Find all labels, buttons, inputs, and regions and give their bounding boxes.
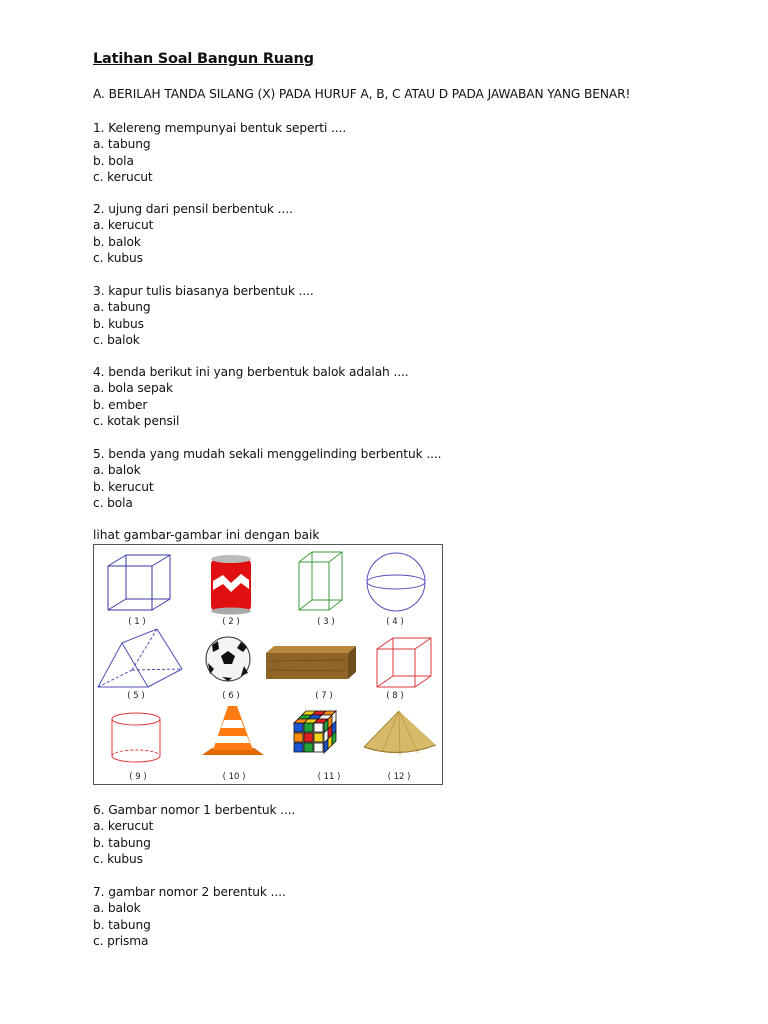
- question-text: 4. benda berikut ini yang berbentuk balok adalah ....: [93, 365, 409, 379]
- question-1: [93, 120, 346, 186]
- option-a: a. tabung: [93, 137, 151, 152]
- caption-4: ( 4 ): [386, 617, 404, 627]
- option-b: b. tabung: [93, 835, 151, 850]
- soccer-ball-icon: [206, 637, 250, 681]
- option-a: a. balok: [93, 901, 141, 916]
- option-c: c. prisma: [93, 934, 149, 949]
- instruction-text: A. BERILAH TANDA SILANG (X) PADA HURUF A, B, C ATAU D PADA JAWABAN YANG BENAR!: [93, 87, 631, 101]
- cylinder-wireframe-icon: [112, 713, 160, 762]
- caption-1: ( 1 ): [128, 617, 146, 627]
- image-intro-text: lihat gambar-gambar ini dengan baik: [93, 528, 320, 542]
- option-b: b. bola: [93, 153, 134, 168]
- option-c: c. kotak pensil: [93, 414, 180, 429]
- option-a: a. bola sepak: [93, 381, 173, 396]
- shapes-figure: [93, 544, 443, 785]
- option-c: c. kubus: [93, 251, 143, 266]
- question-text: 5. benda yang mudah sekali menggelinding berbentuk ....: [93, 447, 442, 461]
- question-6: [93, 802, 295, 868]
- question-text: 7. gambar nomor 2 berentuk ....: [93, 885, 286, 899]
- caption-9: ( 9 ): [129, 772, 147, 782]
- option-c: c. balok: [93, 333, 140, 348]
- sphere-wireframe-icon: [367, 553, 425, 611]
- caption-7: ( 7 ): [315, 691, 333, 701]
- question-5: [93, 446, 441, 512]
- prism-wireframe-icon: [98, 629, 182, 687]
- caption-6: ( 6 ): [222, 691, 240, 701]
- option-a: a. tabung: [93, 300, 151, 315]
- rubiks-cube-icon: [294, 711, 336, 753]
- question-2: [93, 201, 293, 267]
- option-b: b. ember: [93, 397, 148, 412]
- cube-wireframe-red-icon: [377, 638, 431, 687]
- option-b: b. kerucut: [93, 479, 154, 494]
- soda-can-icon: [211, 555, 251, 615]
- caption-10: ( 10 ): [222, 772, 246, 782]
- caption-5: ( 5 ): [127, 691, 145, 701]
- caption-11: ( 11 ): [317, 772, 341, 782]
- conical-hat-icon: [364, 711, 436, 756]
- option-a: a. balok: [93, 463, 141, 478]
- question-7: [93, 884, 286, 950]
- caption-12: ( 12 ): [387, 772, 411, 782]
- option-a: a. kerucut: [93, 218, 154, 233]
- option-a: a. kerucut: [93, 819, 154, 834]
- cuboid-wireframe-icon: [299, 552, 342, 610]
- question-text: 3. kapur tulis biasanya berbentuk ....: [93, 284, 314, 298]
- shapes-figure-graphic: [94, 545, 444, 786]
- question-text: 1. Kelereng mempunyai bentuk seperti ....: [93, 121, 347, 135]
- option-b: b. balok: [93, 234, 141, 249]
- cube-wireframe-icon: [108, 555, 170, 610]
- question-3: [93, 283, 314, 349]
- traffic-cone-icon: [202, 706, 264, 755]
- option-c: c. bola: [93, 496, 133, 511]
- option-c: c. kubus: [93, 852, 143, 867]
- question-text: 6. Gambar nomor 1 berbentuk ....: [93, 803, 296, 817]
- wooden-block-icon: [266, 646, 356, 679]
- question-text: 2. ujung dari pensil berbentuk ....: [93, 202, 293, 216]
- question-4: [93, 364, 409, 430]
- option-b: b. tabung: [93, 917, 151, 932]
- page-title: Latihan Soal Bangun Ruang: [93, 51, 314, 67]
- caption-2: ( 2 ): [222, 617, 240, 627]
- caption-3: ( 3 ): [317, 617, 335, 627]
- option-b: b. kubus: [93, 316, 144, 331]
- option-c: c. kerucut: [93, 170, 153, 185]
- caption-8: ( 8 ): [386, 691, 404, 701]
